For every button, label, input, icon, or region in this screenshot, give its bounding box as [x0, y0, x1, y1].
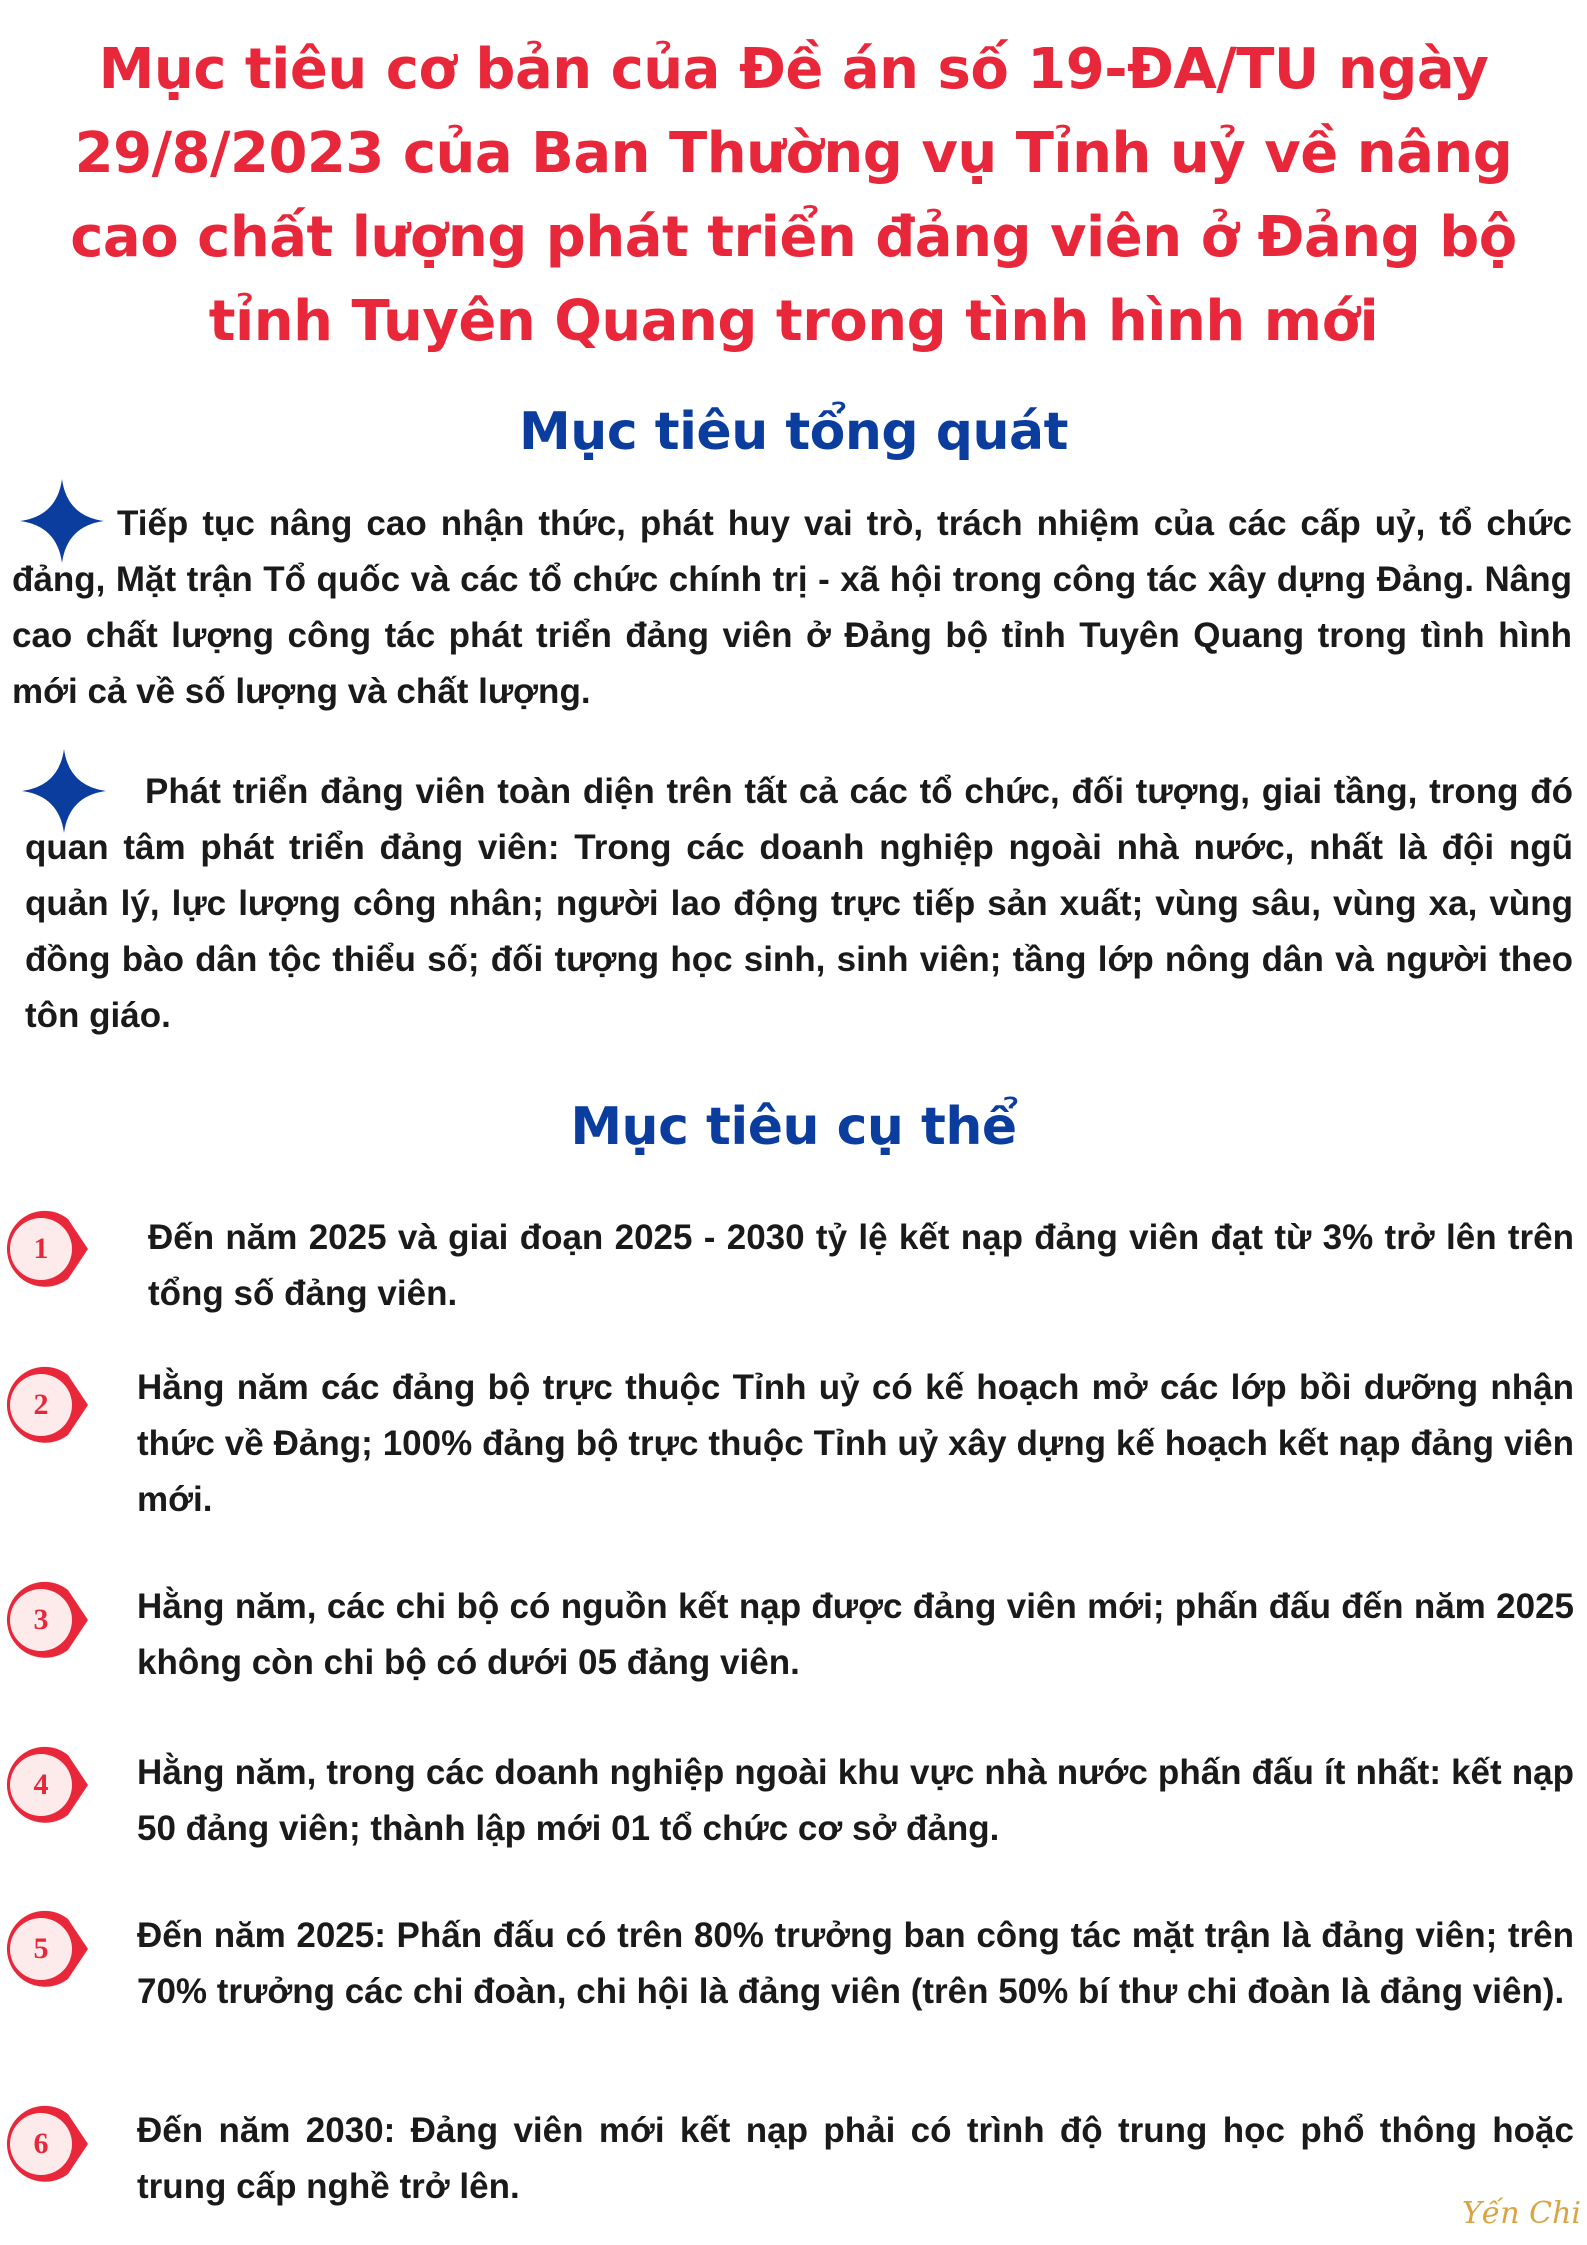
- badge-number: 3: [33, 1603, 49, 1636]
- general-objective-heading: Mục tiêu tổng quát: [519, 402, 1068, 462]
- author-signature: Yến Chi: [1462, 2196, 1581, 2231]
- number-badge: [6, 1578, 90, 1662]
- specific-item-text: Hằng năm, trong các doanh nghiệp ngoài khu vực nhà nước phấn đấu ít nhất: kết nạp 50 đảng viên; thành lập mới 01 tổ chức cơ sở đảng.: [137, 1753, 1574, 1848]
- specific-item-text: Đến năm 2025 và giai đoạn 2025 - 2030 tỷ lệ kết nạp đảng viên đạt từ 3% trở lên trên tổng số đảng viên.: [148, 1218, 1574, 1313]
- specific-item-text: Đến năm 2030: Đảng viên mới kết nạp phải có trình độ trung học phổ thông hoặc trung cấp nghề trở lên.: [137, 2111, 1574, 2206]
- page-title: Mục tiêu cơ bản của Đề án số 19-ĐA/TU ngày 29/8/2023 của Ban Thường vụ Tỉnh uỷ về nâng cao chất lượng phát triển đảng viên ở Đảng bộ tỉnh Tuyên Quang trong tình hình mới: [70, 37, 1517, 354]
- badge-number: 5: [33, 1932, 49, 1965]
- badge-number: 6: [33, 2127, 49, 2160]
- number-badge: [6, 1907, 90, 1991]
- badge-number: 2: [33, 1388, 49, 1421]
- general-paragraph-2: Phát triển đảng viên toàn diện trên tất cả các tổ chức, đối tượng, giai tầng, trong đó quan tâm phát triển đảng viên: Trong các doanh nghiệp ngoài nhà nước, nhất là đội ngũ quản lý, lực lượng công nhân; người lao động trực tiếp sản xuất; vùng sâu, vùng xa, vùng đồng bào dân tộc thiểu số; đối tượng học sinh, sinh viên; tầng lớp nông dân và người theo tôn giáo.: [25, 772, 1573, 1035]
- number-badge: [6, 1743, 90, 1827]
- badge-number: 4: [33, 1768, 49, 1801]
- specific-objective-heading: Mục tiêu cụ thể: [570, 1097, 1017, 1157]
- specific-item-text: Hằng năm các đảng bộ trực thuộc Tỉnh uỷ có kế hoạch mở các lớp bồi dưỡng nhận thức về Đảng; 100% đảng bộ trực thuộc Tỉnh uỷ xây dựng kế hoạch kết nạp đảng viên mới.: [137, 1368, 1574, 1519]
- number-badge: [6, 1207, 90, 1291]
- specific-item-text: Hằng năm, các chi bộ có nguồn kết nạp được đảng viên mới; phấn đấu đến năm 2025 không còn chi bộ có dưới 05 đảng viên.: [137, 1587, 1574, 1682]
- number-badge: [6, 2102, 90, 2186]
- number-badge: [6, 1363, 90, 1447]
- general-paragraph-1: Tiếp tục nâng cao nhận thức, phát huy vai trò, trách nhiệm của các cấp uỷ, tổ chức đảng, Mặt trận Tổ quốc và các tổ chức chính trị - xã hội trong công tác xây dựng Đảng. Nâng cao chất lượng công tác phát triển đảng viên ở Đảng bộ tỉnh Tuyên Quang trong tình hình mới cả về số lượng và chất lượng.: [12, 504, 1572, 711]
- badge-number: 1: [33, 1232, 49, 1265]
- specific-item-text: Đến năm 2025: Phấn đấu có trên 80% trưởng ban công tác mặt trận là đảng viên; trên 70% trưởng các chi đoàn, chi hội là đảng viên (trên 50% bí thư chi đoàn là đảng viên).: [137, 1916, 1574, 2011]
